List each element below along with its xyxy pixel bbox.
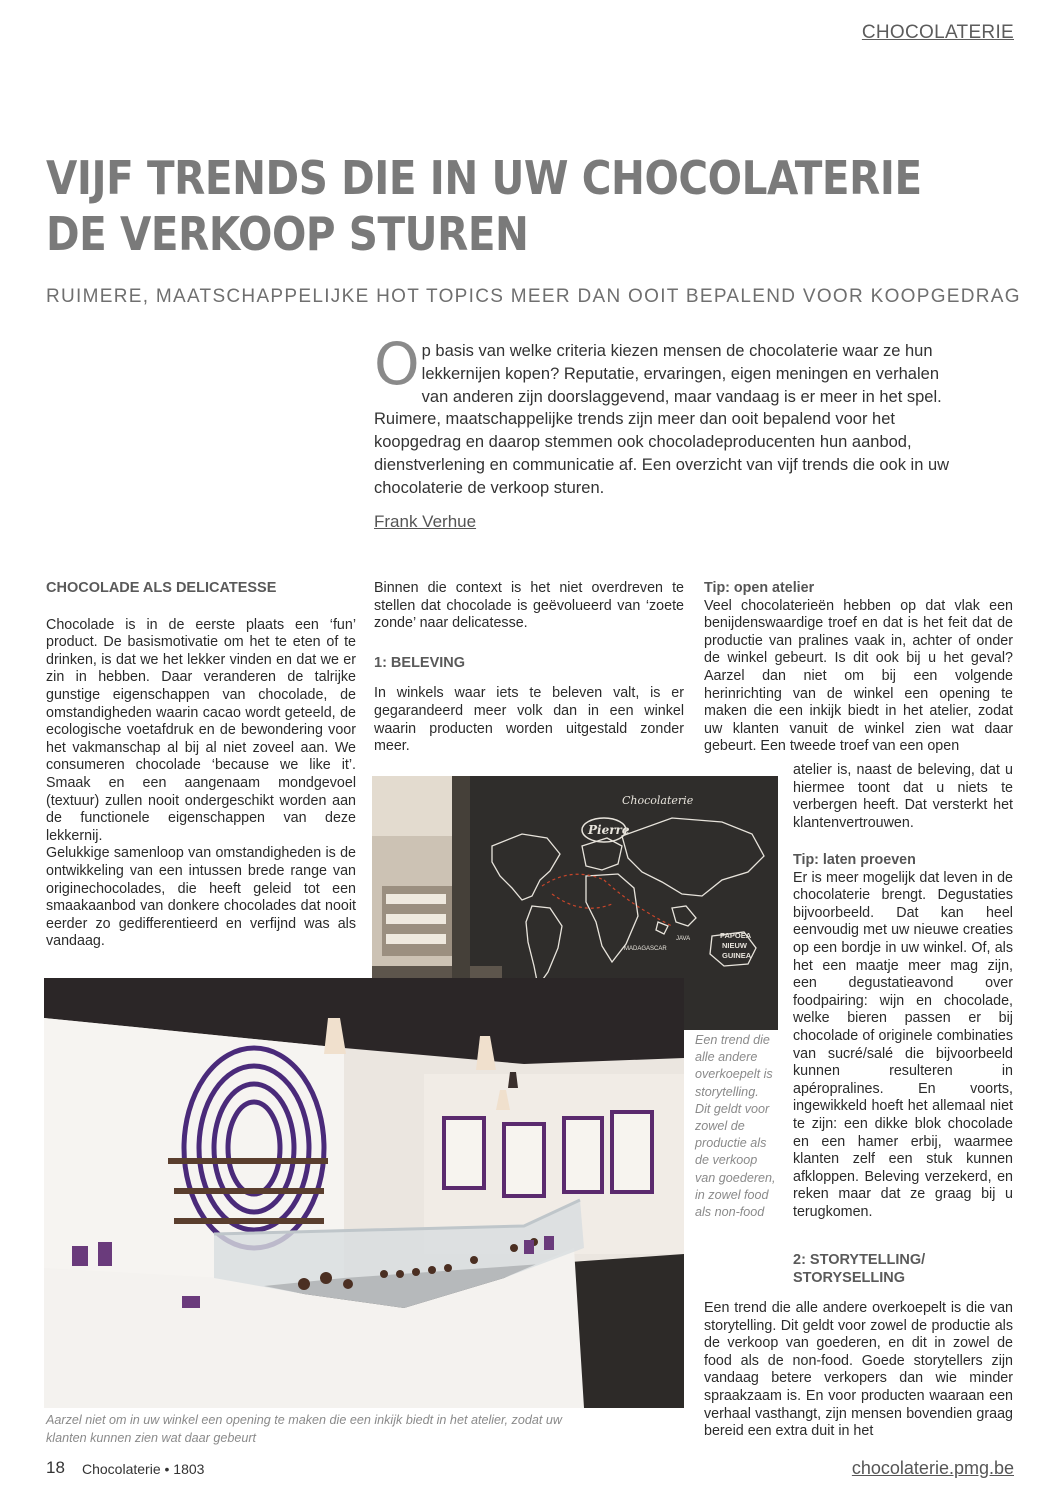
map-label-papoea: PAPOEA (720, 931, 752, 940)
headline-line-2: DE VERKOOP STUREN (46, 207, 529, 261)
photo-shop-interior (44, 978, 684, 1408)
tip-heading-laten-proeven: Tip: laten proeven (793, 852, 916, 868)
column-3-wrap (793, 762, 1013, 832)
sign-pierre-text: Pierre (588, 823, 630, 837)
map-label-guinea: GUINEA (722, 951, 752, 960)
drop-cap: O (374, 330, 420, 398)
body-paragraph: In winkels waar iets te beleven valt, is er gegarandeerd meer volk dan in een winkel waarin producten worden uitgestald zonder meer. (374, 685, 684, 755)
column-3-tip2 (793, 852, 1013, 1221)
section-heading-delicatesse: CHOCOLADE ALS DELICATESSE (46, 580, 277, 596)
body-paragraph: Binnen die context is het niet overdreven te stellen dat chocolade is geëvolueerd van ‘zoete zonde’ naar delicatesse. (374, 580, 684, 632)
section-heading-beleving: 1: BELEVING (374, 654, 466, 671)
map-label-madagascar: MADAGASCAR (624, 946, 667, 952)
section-heading-storytelling (793, 1252, 1013, 1287)
photo-caption-side: Een trend die alle andere overkoepelt is storytelling. Dit geldt voor zowel de productie als de verkoop van goederen, in zowel food als non-food (695, 1033, 776, 1220)
page-number: 18 (46, 1458, 65, 1477)
column-2 (374, 580, 684, 756)
storytelling-heading-line-1: 2: STORYTELLING/ (793, 1252, 926, 1268)
headline-line-1: VIJF TRENDS DIE IN UW CHOCOLATERIE (46, 151, 922, 205)
tip-heading-open-atelier: Tip: open atelier (704, 580, 815, 596)
map-label-java: JAVA (676, 936, 691, 942)
photo-caption-bottom: Aarzel niet om in uw winkel een opening te maken die een inkijk biedt in het atelier, zodat uw klanten kunnen zien wat daar gebeurt (46, 1413, 562, 1445)
body-paragraph: Gelukkige samenloop van omstandigheden is de ontwikkeling van een intussen brede range van originechocolades, die heeft geleid tot een smaakaanbod van donkere chocolades dat nooit eerder zo gedifferentieerd en verfijnd was als vandaag. (46, 845, 356, 950)
magazine-issue: Chocolaterie • 1803 (82, 1461, 205, 1477)
map-label-nieuw: NIEUW (722, 941, 747, 950)
body-paragraph: Er is meer mogelijk dat leven in de chocolaterie brengt. Degustaties bijvoorbeeld. Dat kan heel eenvoudig met uw nieuwe creaties op een bordje in uw winkel. Of, als het een maatje meer mag zijn, een degustatieavond over foodpairing: wijn en chocolade, welke bieren passen er bij chocolade of originele combinaties van sucré/salé die bijvoorbeeld kunnen resulteren in apéropralines. En voorts, ingewikkeld hoeft het allemaal niet te zijn: een dikke blok chocolade en een hamer erbij, waarmee klanten zelf een stuk kunnen afkloppen. Beleving verzekerd, en reken maar dat ze graag bij u terugkomen. (793, 869, 1013, 1220)
sign-chocolaterie-text: Chocolaterie (622, 794, 694, 807)
section-tag: CHOCOLATERIE (861, 22, 1014, 43)
shop-interior-illustration (44, 978, 684, 1408)
storytelling-heading-line-2: STORYSELLING (793, 1269, 905, 1286)
article-headline (46, 150, 922, 262)
column-3-storytelling (704, 1300, 1013, 1441)
website-link[interactable]: chocolaterie.pmg.be (851, 1458, 1014, 1478)
intro-paragraph (374, 330, 968, 500)
body-paragraph: Chocolade is in de eerste plaats een ‘fun’ product. De basismotivatie om het te eten of te drinken, is dat we het lekker vinden en dat we er zin in hebben. Daar veranderen de talrijke gunstige eigenschappen van chocolade, de omstandigheden waarin cacao wordt geteeld, de ecologische voetafdruk en de bewondering voor het vakmanschap al bij al niet zoveel aan. We consumeren chocolade ‘because we like it’. Smaak en een aangenaam mondgevoel (textuur) zullen nooit ondergeschikt worden aan de functionele eigenschappen van deze lekkernij. (46, 616, 356, 844)
article-subheadline: RUIMERE, MAATSCHAPPELIJKE HOT TOPICS MEER DAN OOIT BEPALEND VOOR KOOPGEDRAG (46, 286, 1021, 307)
author-byline: Frank Verhue (374, 512, 477, 531)
body-paragraph: atelier is, naast de beleving, dat u hiermee toont dat u niets te verbergen heeft. Dat versterkt het klantenvertrouwen. (793, 762, 1013, 831)
intro-text: p basis van welke criteria kiezen mensen de chocolaterie waar ze hun lekkernijen kopen? Reputatie, ervaringen, eigen meningen en verhalen van anderen zijn doorslaggevend, maar vandaag is er meer in het spel. Ruimere, maatschappelijke trends zijn meer dan ooit bepalend voor het koopgedrag en daarop stemmen ook chocoladeproducenten hun aanbod, dienstverlening en communicatie af. Een overzicht van vijf trends die ook in uw chocolaterie de verkoop sturen. (374, 342, 950, 497)
body-paragraph: Veel chocolaterieën hebben op dat vlak een benijdenswaardige troef en dat is het feit dat de productie van pralines vaak in, achter of onder de winkel gebeurt. Is dit ook bij u het geval? Aarzel dan niet om bij een volgende herinrichting van de winkel een opening te maken die een inkijk biedt in het atelier, zodat uw klanten vanuit de winkel zien wat daar gebeurt. Een tweede troef van een open (704, 597, 1013, 755)
column-1 (46, 580, 356, 951)
body-paragraph: Een trend die alle andere overkoepelt is die van storytelling. Dit geldt voor zowel de productie als de verkoop van goederen, en dit in zowel de food als de non-food. Goede storytellers zijn vandaag betere verkopers dan wie minder spraakzaam is. En voor producten waaraan een verhaal vasthangt, zijn mensen bovendien graag bereid een extra duit in het (704, 1300, 1013, 1440)
column-3-top (704, 580, 1013, 756)
